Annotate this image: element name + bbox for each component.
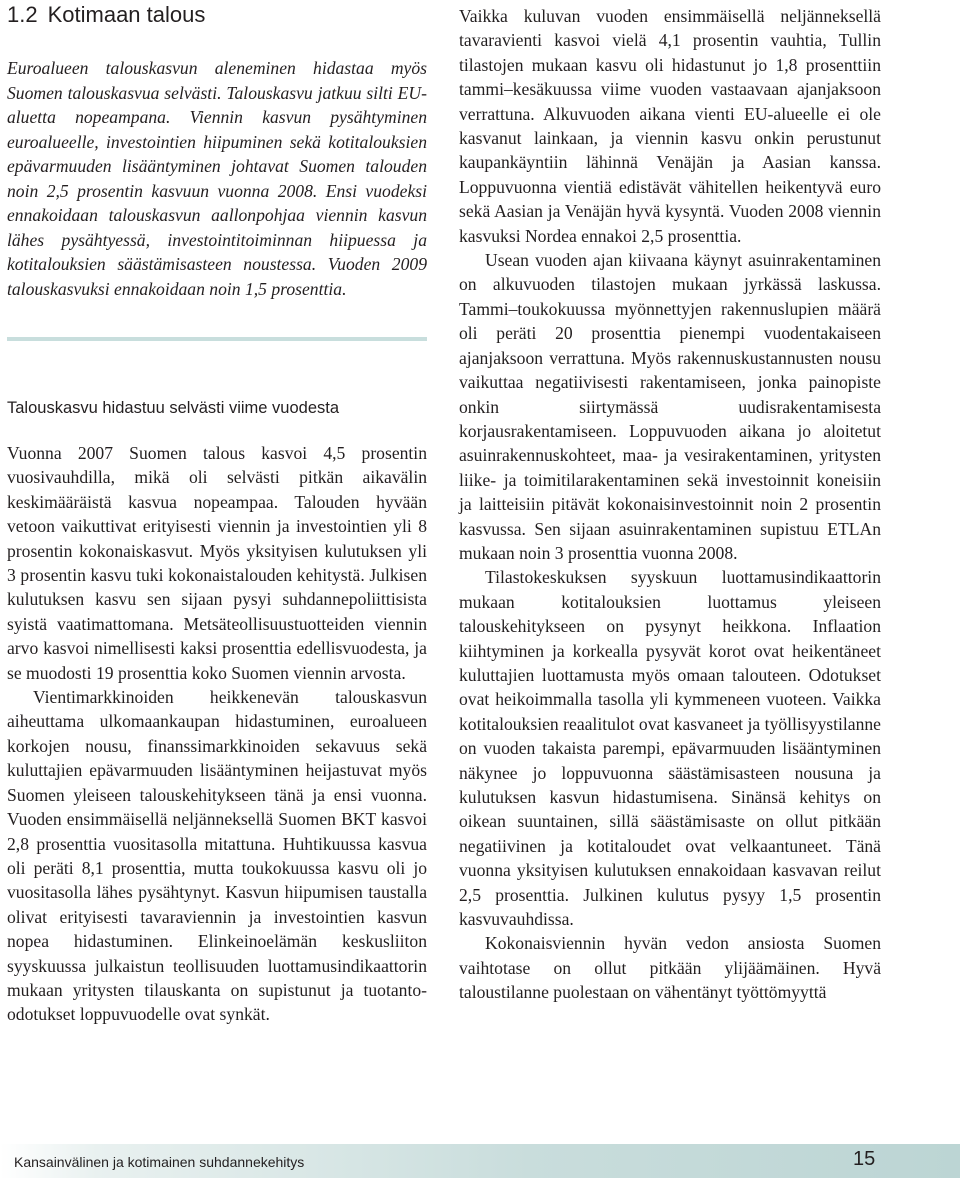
page-number: 15 xyxy=(853,1148,876,1170)
paragraph: Kokonaisviennin hyvän vedon ansiosta Suomen vaihtotase on ollut pitkään ylijäämäinen. Hyvä taloustilanne puolestaan on vähentänyt työttömyyttä xyxy=(459,933,881,1003)
paragraph: Tilastokeskuksen syyskuun luottamusindikaattorin mukaan kotitalouksien luottamus yleiseen talouskehitykseen on pysynyt heikkona. Inflaation kiihtyminen ja korkealla pysyvät korot ovat heikentäneet kuluttajien luottamusta myös omaan talouteen. Odotukset ovat heikoimmalla tasolla yli kymmeneen vuoteen. Vaikka kotitalouksien reaalitulot ovat kasvaneet ja työllisyystilanne on vuoden takaista parempi, epävarmuuden lisääntyminen näkynee jo loppuvuonna säästämisasteen nousuna ja kulutuksen kasvun hidastumisena. Sinänsä kehitys on oikean suuntainen, sillä säästämisaste on ollut pitkään negatiivinen ja kotitaloudet ovat velkaantuneet. Tänä vuonna yksityisen kulutuksen ennakoidaan kasvavan reilut 2,5 prosenttia. Julkinen kulutus pysyy 1,5 prosentin kasvuvauhdissa. xyxy=(459,567,881,930)
section-title: Kotimaan talous xyxy=(47,2,206,27)
divider-rule xyxy=(7,337,427,341)
footer-publication-title: Kansainvälinen ja kotimainen suhdannekehitys xyxy=(14,1154,305,1170)
right-body-text xyxy=(459,4,881,1005)
paragraph: Vientimarkkinoiden heikkenevän talouskasvun aiheuttama ulkomaankaupan hidastuminen, euroalueen korkojen nousu, finanssimarkkinoiden sekavuus sekä kuluttajien epävarmuuden lisääntyminen heijastuvat myös Suomen yleiseen talouskehitykseen tänä ja ensi vuonna. Vuoden ensimmäisellä neljänneksellä Suomen BKT kasvoi 2,8 prosenttia vuositasolla mitattuna. Huhtikuussa kasvua oli peräti 8,1 prosenttia, mutta toukokuussa kasvu oli jo vuositasolla lähes pysähtynyt. Kasvun hiipumisen taustalla olivat erityisesti tavaraviennin ja investointien kasvun nopea hidastuminen. Elinkeinoelämän keskusliiton syyskuussa julkaistun teollisuuden luottamusindikaattorin mukaan yritysten tilauskanta on supistunut ja tuotanto-odotukset loppuvuodelle ovat synkät. xyxy=(7,687,427,1025)
paragraph: Usean vuoden ajan kiivaana käynyt asuinrakentaminen on alkuvuoden tilastojen mukaan jyrkässä laskussa. Tammi–toukokuussa myönnettyjen rakennuslupien määrä oli peräti 20 prosenttia pienempi vuodentakaiseen ajanjaksoon verrattuna. Myös rakennuskustannusten nousu vaikuttaa negatiivisesti rakentamiseen, jonka painopiste onkin siirtymässä uudisrakentamisesta korjausrakentamiseen. Loppuvuoden aikana jo aloitetut asuinrakennuskohteet, maa- ja vesirakentaminen, yritysten liike- ja toimitilarakentaminen sekä investoinnit koneisiin ja laitteisiin pitävät kokonaisinvestoinnit noin 2 prosentin kasvussa. Sen sijaan asuinrakentaminen supistuu ETLAn mukaan noin 3 prosenttia vuonna 2008. xyxy=(459,250,881,563)
paragraph: Vuonna 2007 Suomen talous kasvoi 4,5 prosentin vuosivauhdilla, mikä oli selvästi pitkän aikavälin keskimääräistä kasvua nopeampaa. Talouden hyvään vetoon vaikuttivat erityisesti viennin ja investointien yli 8 prosentin kokonaiskasvut. Myös yksityisen kulutuksen yli 3 prosentin kasvu tuki kokonaistalouden kehitystä. Julkisen kulutuksen kasvu sen sijaan pysyi suhdannepoliittisista syistä vaatimattomana. Metsäteollisuustuotteiden viennin arvo kasvoi nimellisesti kaksi prosenttia edellisvuodesta, ja se muodosti 19 prosenttia koko Suomen viennin arvosta. xyxy=(7,443,427,683)
left-body-text xyxy=(7,441,427,1027)
lead-paragraph: Euroalueen talouskasvun aleneminen hidastaa myös Suomen talouskasvua selvästi. Talouskasvu jatkuu silti EU-aluetta nopeampana. Viennin kasvun pysähtyminen euroalueelle, investointien hiipuminen sekä kotitalouksien epävarmuuden lisääntyminen johtavat Suomen talouden noin 2,5 prosentin kasvuun vuonna 2008. Ensi vuodeksi ennakoidaan talouskasvun aallonpohjaa viennin kasvun lähes pysähtyessä, investointitoiminnan hiipuessa ja kotitalouksien säästämisasteen noustessa. Vuoden 2009 talouskasvuksi ennakoidaan noin 1,5 prosenttia. xyxy=(7,58,427,299)
subheading: Talouskasvu hidastuu selvästi viime vuodesta xyxy=(7,399,340,417)
section-number: 1.2 xyxy=(7,2,38,27)
paragraph: Vaikka kuluvan vuoden ensimmäisellä neljänneksellä tavaravienti kasvoi vielä 4,1 prosentin vauhtia, Tullin tilastojen mukaan kasvu oli hidastunut jo 1,8 prosenttiin tammi–kesäkuussa viime vuoden vastaavaan ajanjaksoon verrattuna. Alkuvuoden aikana vienti EU-alueelle ei ole kasvanut lainkaan, ja viennin kasvu onkin perustunut kaupankäyntiin lähinnä Venäjän ja Aasian kanssa. Loppuvuonna vientiä edistävät vähitellen heikentyvä euro sekä Aasian ja Venäjän hyvä kysyntä. Vuoden 2008 viennin kasvuksi Nordea ennakoi 2,5 prosenttia. xyxy=(459,6,881,246)
section-heading xyxy=(7,0,205,30)
